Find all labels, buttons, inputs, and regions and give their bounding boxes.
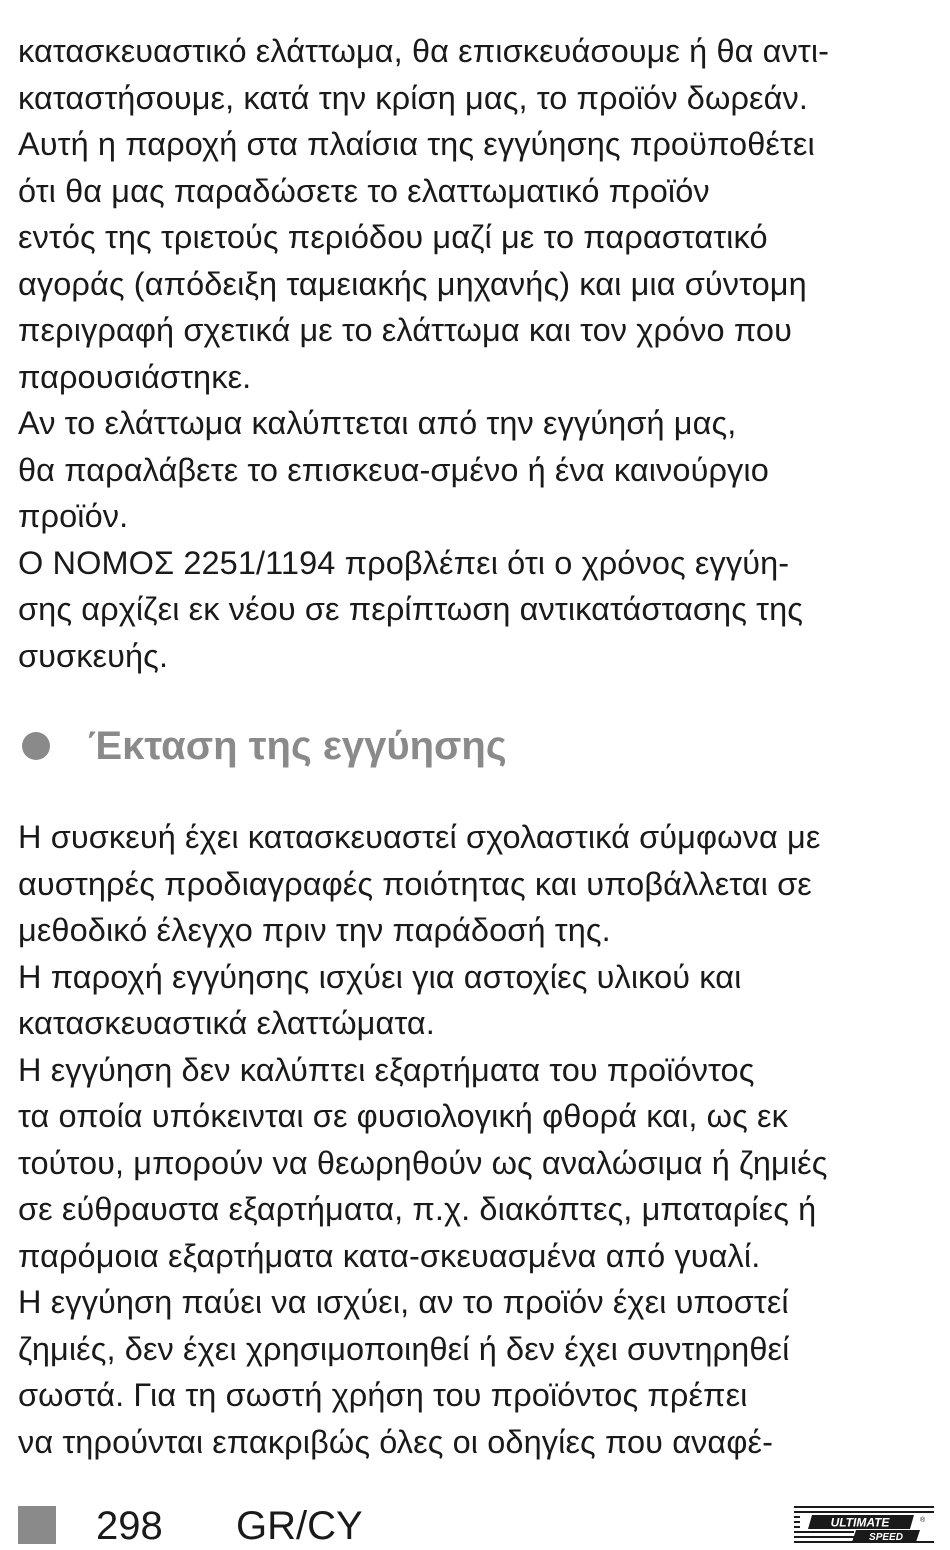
- text-line: κατασκευαστικά ελαττώματα.: [18, 1005, 435, 1041]
- text-line: Η συσκευή έχει κατασκευαστεί σχολαστικά σύμφωνα με: [18, 819, 821, 855]
- brand-logo-text-1: ULTIMATE: [830, 1515, 890, 1530]
- text-line: παρουσιάστηκε.: [18, 358, 252, 395]
- text-line: Η παροχή εγγύησης ισχύει για αστοχίες υλικού και: [18, 958, 742, 995]
- brand-logo-mark: ®: [920, 1517, 926, 1524]
- section-title: Έκταση της εγγύησης: [88, 723, 507, 768]
- text-line: Η εγγύηση δεν καλύπτει εξαρτήματα του προϊόντος: [18, 1051, 755, 1088]
- text-line: Η εγγύηση παύει να ισχύει, αν το προϊόν έχει υποστεί: [18, 1284, 789, 1320]
- section-heading: [18, 718, 507, 774]
- text-line: προϊόν.: [18, 498, 129, 534]
- text-line: σης αρχίζει εκ νέου σε περίπτωση αντικατάστασης της: [18, 591, 804, 627]
- text-line: συσκευής.: [18, 637, 169, 674]
- text-line: εντός της τριετούς περιόδου μαζί με το παραστατικό: [18, 219, 768, 255]
- text-line: τούτου, μπορούν να θεωρηθούν ως αναλώσιμα ή ζημιές: [18, 1144, 828, 1181]
- text-line: αυστηρές προδιαγραφές ποιότητας και υποβάλλεται σε: [18, 865, 812, 902]
- text-line: μεθοδικό έλεγχο πριν την παράδοσή της.: [18, 912, 611, 948]
- brand-logo: [792, 1502, 936, 1544]
- text-line: θα παραλάβετε το επισκευα-σμένο ή ένα καινούργιο: [18, 451, 769, 488]
- body-text-top: [18, 28, 943, 679]
- text-line: καταστήσουμε, κατά την κρίση μας, το προϊόν δωρεάν.: [18, 79, 809, 116]
- text-line: ζημιές, δεν έχει χρησιμοποιηθεί ή δεν έχει συντηρηθεί: [18, 1330, 790, 1367]
- text-line: περιγραφή σχετικά με το ελάττωμα και τον χρόνο που: [18, 312, 792, 348]
- bullet-icon: [22, 732, 50, 760]
- text-line: Αυτή η παροχή στα πλαίσια της εγγύησης προϋποθέτει: [18, 126, 815, 162]
- text-line: σωστά. Για τη σωστή χρήση του προϊόντος πρέπει: [18, 1377, 748, 1413]
- text-line: σε εύθραυστα εξαρτήματα, π.χ. διακόπτες, μπαταρίες ή: [18, 1191, 817, 1227]
- text-line: Αν το ελάττωμα καλύπτεται από την εγγύησή μας,: [18, 405, 737, 441]
- footer-square-marker: [18, 1506, 56, 1544]
- body-text-bottom: [18, 814, 943, 1465]
- text-line: αγοράς (απόδειξη ταμειακής μηχανής) και μια σύντομη: [18, 265, 807, 302]
- text-line: ότι θα μας παραδώσετε το ελαττωματικό προϊόν: [18, 172, 710, 209]
- page-number: 298: [96, 1504, 163, 1548]
- text-line: Ο ΝΟΜΟΣ 2251/1194 προβλέπει ότι ο χρόνος εγγύη-: [18, 544, 790, 581]
- page-footer: [18, 1502, 943, 1550]
- text-line: τα οποία υπόκεινται σε φυσιολογική φθορά και, ως εκ: [18, 1098, 788, 1134]
- text-line: κατασκευαστικό ελάττωμα, θα επισκευάσουμε ή θα αντι-: [18, 33, 830, 69]
- text-line: παρόμοια εξαρτήματα κατα-σκευασμένα από γυαλί.: [18, 1237, 761, 1274]
- text-line: να τηρούνται επακριβώς όλες οι οδηγίες που αναφέ-: [18, 1423, 774, 1460]
- brand-logo-text-2: SPEED: [869, 1532, 903, 1543]
- country-code: GR/CY: [236, 1504, 363, 1548]
